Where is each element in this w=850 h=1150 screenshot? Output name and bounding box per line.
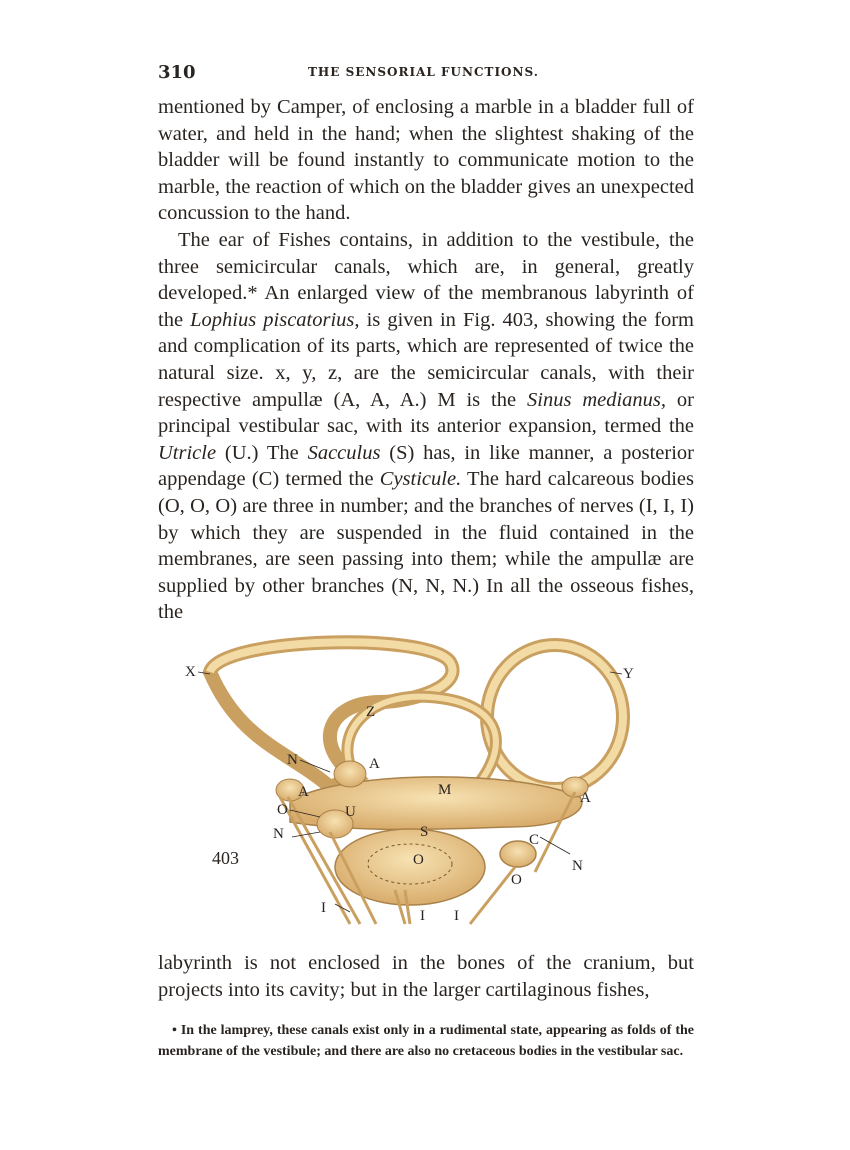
term-sinus-medianus: Sinus medianus, <box>527 388 667 411</box>
text-span: or principal vestibular sac, with its anterior expansion, termed the <box>158 388 695 438</box>
label-n-left: N <box>273 826 284 842</box>
figure-number: 403 <box>212 848 239 868</box>
footnote-mark: • <box>172 1023 177 1038</box>
label-i-right: I <box>454 908 459 924</box>
label-n-top: N <box>287 752 298 768</box>
label-i-left: I <box>321 900 326 916</box>
text-span: (S) has, in like manner, a posterior appendage (C) termed the <box>158 441 694 491</box>
paragraph-1: mentioned by Camper, of enclosing a marble in a bladder full of water, and held in the hand; when the slightest shaking of the bladder will be found instantly to communicate motion to the marble, the reaction of which on the bladder gives an unexpected concussion to the hand. <box>158 96 694 225</box>
page-header <box>158 62 694 86</box>
term-cysticule: Cysticule. <box>379 468 462 491</box>
label-z: Z <box>366 704 376 720</box>
sacculus <box>335 829 485 905</box>
canal-x <box>210 642 453 787</box>
page-number: 310 <box>158 62 196 83</box>
body-text <box>158 94 694 626</box>
text-span: The ear of Fishes contains, in addition to the vestibule, the three semicircular canals, which are, in general, greatly developed.* An enlarged view of the membranous labyrinth of the <box>158 228 694 331</box>
footnote-text: In the lamprey, these canals exist only in a rudimental state, appearing as folds of the membrane of the vestibule; and there are also no cretaceous bodies in the vestibular sac. <box>158 1023 694 1059</box>
labyrinth-figure <box>180 632 650 932</box>
label-m: M <box>438 782 452 798</box>
label-i-center: I <box>420 908 425 924</box>
ampulla <box>334 761 366 787</box>
label-a-right: A <box>580 790 591 806</box>
label-a-left: A <box>298 784 309 800</box>
paragraph-3: labyrinth is not enclosed in the bones of the cranium, but projects into its cavity; but in the larger cartilaginous fishes, <box>158 952 694 1001</box>
labyrinth-illustration <box>180 632 650 932</box>
text-span: The hard calcareous bodies (O, O, O) are three in number; and the branches of nerves (I, I, I) by which they are suspended in the fluid contained in the membranes, are seen passing into them; while the ampullæ are supplied by other branches (N, N, N.) In all the osseous fishes, the <box>158 468 694 624</box>
label-y: Y <box>623 666 634 682</box>
label-o-center: O <box>413 852 424 868</box>
text-span: is given in Fig. 403, showing the form and complication of its parts, which are represented of twice the natural size. x, y, z, are the semicircular canals, with their respective ampullæ (A, A, A.) M is the <box>158 308 694 411</box>
label-a-top: A <box>369 756 380 772</box>
label-o-right: O <box>511 872 522 888</box>
label-c: C <box>529 832 540 848</box>
term-sacculus: Sacculus <box>307 441 381 464</box>
running-head: THE SENSORIAL FUNCTIONS. <box>308 65 539 79</box>
label-s: S <box>420 824 429 840</box>
paragraph-2 <box>158 227 694 626</box>
label-u: U <box>345 804 356 820</box>
label-n-right: N <box>572 858 583 874</box>
label-x: X <box>185 664 196 680</box>
label-o-left: O <box>277 802 288 818</box>
footnote <box>158 1020 694 1062</box>
text-span: (U.) The <box>216 441 308 464</box>
species-name: Lophius piscatorius, <box>190 308 360 331</box>
term-utricle: Utricle <box>158 441 217 464</box>
